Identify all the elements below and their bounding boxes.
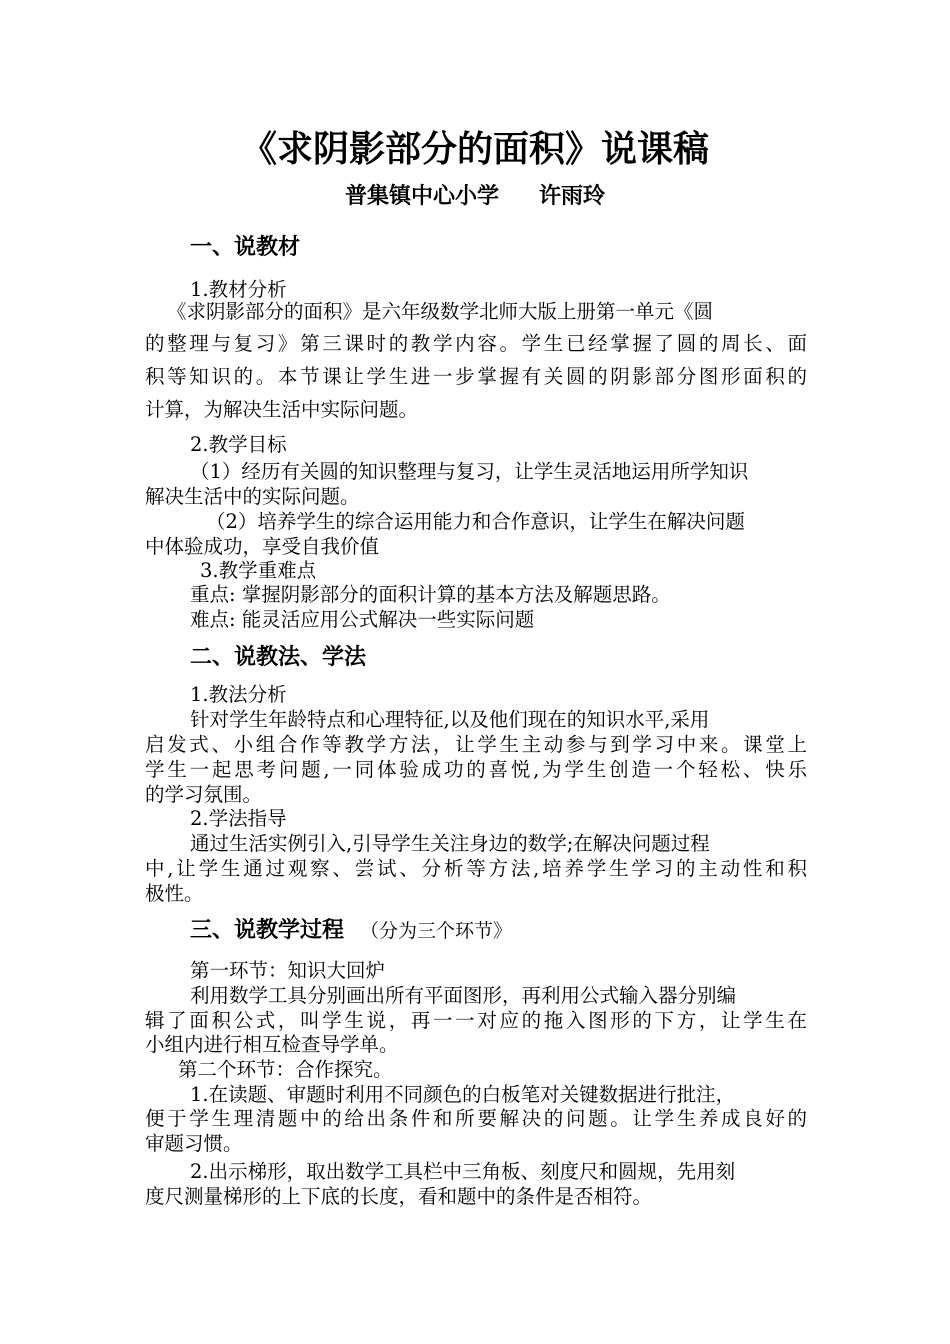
section-heading-1: 一、说教材 — [190, 235, 301, 260]
paragraph-line: 度尺测量梯形的上下底的长度，看和题中的条件是否相符。 — [145, 1185, 653, 1208]
paragraph-line: 的学习氛围。 — [145, 783, 263, 806]
paragraph-line: 中体验成功，享受自我价值 — [145, 535, 380, 558]
paragraph-line: 2.教学目标 — [190, 433, 287, 456]
paragraph-line: 第一环节：知识大回炉 — [190, 959, 386, 982]
author-name: 许雨玲 — [539, 184, 606, 209]
paragraph-line: 解决生活中的实际问题。 — [145, 485, 360, 508]
paragraph-line: 便于学生理清题中的给出条件和所要解决的问题。让学生养成良好的 — [145, 1107, 807, 1130]
paragraph-line: 1.在读题、审题时利用不同颜色的白板笔对关键数据进行批注， — [190, 1083, 736, 1106]
paragraph-line: 1.教法分析 — [190, 683, 287, 706]
paragraph-line: 积等知识的。本节课让学生进一步掌握有关圆的阴影部分图形面积的 — [145, 365, 807, 388]
paragraph-line: 针对学生年龄特点和心理特征,以及他们现在的知识水平,采用 — [190, 708, 710, 731]
paragraph-line: （1）经历有关圆的知识整理与复习，让学生灵活地运用所学知识 — [190, 460, 749, 483]
paragraph-line: 重点: 掌握阴影部分的面积计算的基本方法及解题思路。 — [190, 583, 671, 606]
paragraph-line: 《求阴影部分的面积》是六年级数学北师大版上册第一单元《圆 — [167, 300, 714, 323]
paragraph-line: 1.教材分析 — [190, 278, 287, 301]
document-title: 《求阴影部分的面积》说课稿 — [240, 129, 709, 170]
paragraph-line: 中,让学生通过观察、尝试、分析等方法,培养学生学习的主动性和积 — [145, 857, 807, 880]
author-line — [0, 180, 950, 214]
section-heading-2: 二、说教法、学法 — [190, 645, 367, 670]
paragraph-line: 利用数学工具分别画出所有平面图形，再利用公式输入器分别编 — [190, 984, 737, 1007]
paragraph-line: 学生一起思考问题,一同体验成功的喜悦,为学生创造一个轻松、快乐 — [145, 758, 807, 781]
paragraph-line: 辑了面积公式，叫学生说，再一一对应的拖入图形的下方，让学生在 — [145, 1009, 807, 1032]
paragraph-line: 2.出示梯形，取出数学工具栏中三角板、刻度尺和圆规，先用刻 — [190, 1160, 736, 1183]
paragraph-line: 小组内进行相互检查导学单。 — [145, 1033, 399, 1056]
section-heading-3-note: （分为三个环节》 — [360, 920, 513, 942]
author-school: 普集镇中心小学 — [344, 184, 499, 209]
paragraph-line: 难点: 能灵活应用公式解决一些实际问题 — [190, 608, 535, 631]
paragraph-line: （2）培养学生的综合运用能力和合作意识，让学生在解决问题 — [206, 510, 745, 533]
paragraph-line: 审题习惯。 — [145, 1132, 243, 1155]
paragraph-line: 极性。 — [145, 882, 204, 905]
section-heading-3-text: 三、说教学过程 — [190, 918, 345, 943]
paragraph-line: 2.学法指导 — [190, 807, 287, 830]
paragraph-line: 的整理与复习》第三课时的教学内容。学生已经掌握了圆的周长、面 — [145, 332, 807, 355]
paragraph-line: 第二个环节：合作探究。 — [178, 1058, 393, 1081]
section-heading-3 — [190, 914, 512, 948]
paragraph-line: 计算，为解决生活中实际问题。 — [145, 398, 419, 421]
paragraph-line: 启发式、小组合作等教学方法，让学生主动参与到学习中来。课堂上 — [145, 733, 807, 756]
paragraph-line: 3.教学重难点 — [200, 559, 317, 582]
paragraph-line: 通过生活实例引入,引导学生关注身边的数学;在解决问题过程 — [190, 832, 710, 855]
